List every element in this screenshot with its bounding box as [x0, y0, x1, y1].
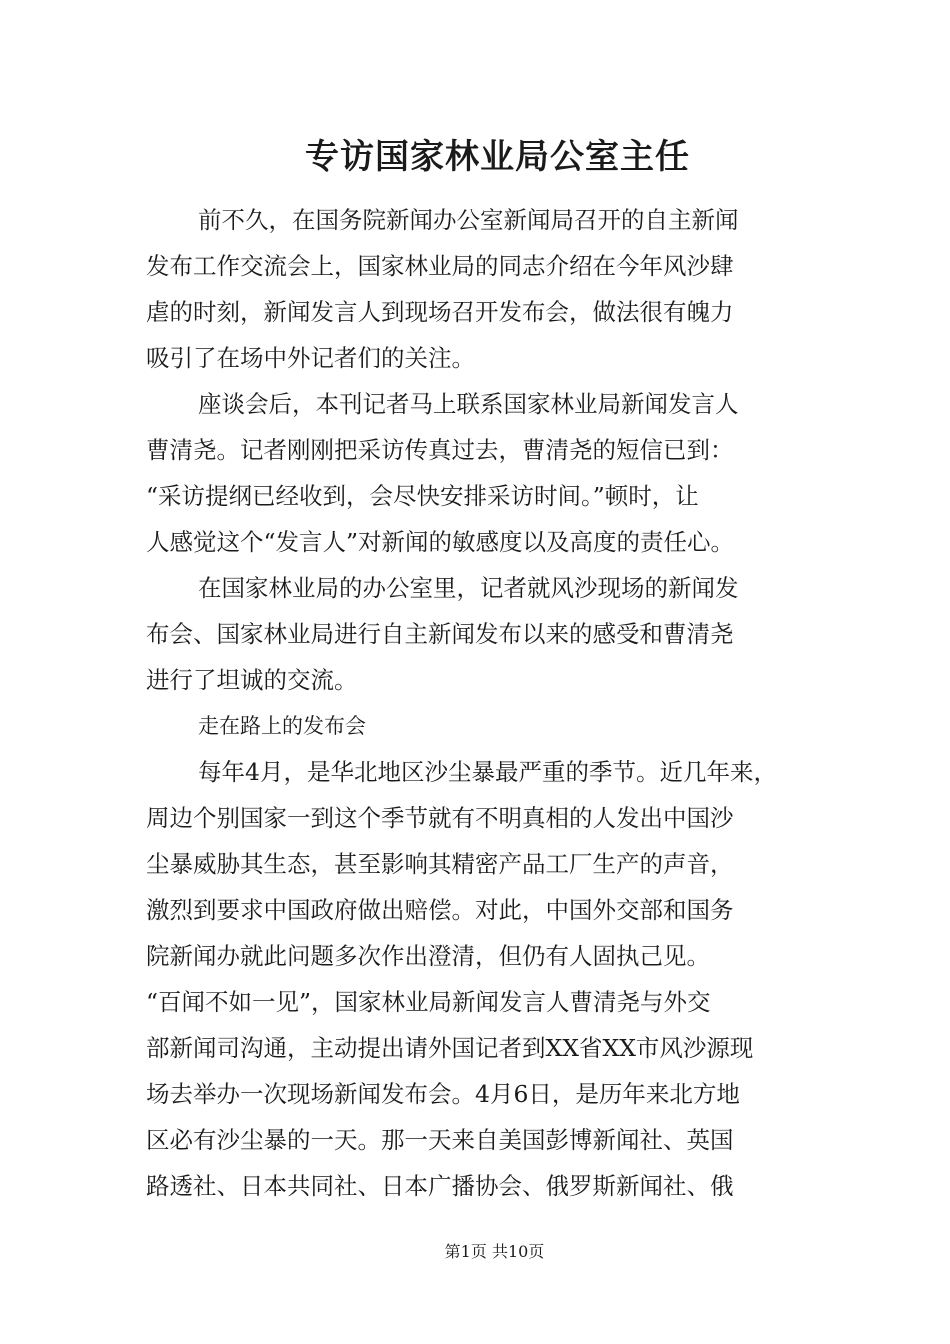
section-heading: 走在路上的发布会	[198, 714, 366, 738]
text-line: 前不久，在国务院新闻办公室新闻局召开的自主新闻	[198, 206, 739, 234]
text-line: 周边个别国家一到这个季节就有不明真相的人发出中国沙	[146, 804, 734, 832]
text-line: 场去举办一次现场新闻发布会。4月6日，是历年来北方地	[146, 1080, 740, 1108]
text-line: 曹清尧。记者刚刚把采访传真过去，曹清尧的短信已到：	[146, 436, 734, 464]
text-line: 吸引了在场中外记者们的关注。	[146, 344, 475, 372]
text-line: 布会、国家林业局进行自主新闻发布以来的感受和曹清尧	[146, 620, 734, 648]
document-title: 专访国家林业局公室主任	[305, 137, 690, 177]
text-line: 激烈到要求中国政府做出赔偿。对此，中国外交部和国务	[146, 896, 734, 924]
text-line: 人感觉这个“发言人”对新闻的敏感度以及高度的责任心。	[146, 528, 735, 556]
text-line: 院新闻办就此问题多次作出澄清，但仍有人固执己见。	[146, 942, 710, 970]
text-line: 部新闻司沟通，主动提出请外国记者到XX省XX市风沙源现	[146, 1034, 754, 1062]
text-line: 尘暴威胁其生态，甚至影响其精密产品工厂生产的声音，	[146, 850, 734, 878]
text-line: 虐的时刻，新闻发言人到现场召开发布会，做法很有魄力	[146, 298, 734, 326]
document-body	[146, 197, 832, 1209]
text-line: 区必有沙尘暴的一天。那一天来自美国彭博新闻社、英国	[146, 1126, 734, 1154]
text-line: 发布工作交流会上，国家林业局的同志介绍在今年风沙肆	[146, 252, 734, 280]
text-line: “采访提纲已经收到，会尽快安排采访时间。”顿时，让	[146, 482, 699, 510]
text-line: 在国家林业局的办公室里，记者就风沙现场的新闻发	[198, 574, 739, 602]
text-line: 进行了坦诚的交流。	[146, 666, 358, 694]
text-line: 座谈会后，本刊记者马上联系国家林业局新闻发言人	[198, 390, 739, 418]
page-footer: 第1页 共10页	[444, 1242, 545, 1261]
text-line: 每年4月，是华北地区沙尘暴最严重的季节。近几年来，	[198, 758, 777, 786]
text-line: “百闻不如一见”，国家林业局新闻发言人曹清尧与外交	[146, 988, 711, 1016]
text-line: 路透社、日本共同社、日本广播协会、俄罗斯新闻社、俄	[146, 1172, 734, 1200]
